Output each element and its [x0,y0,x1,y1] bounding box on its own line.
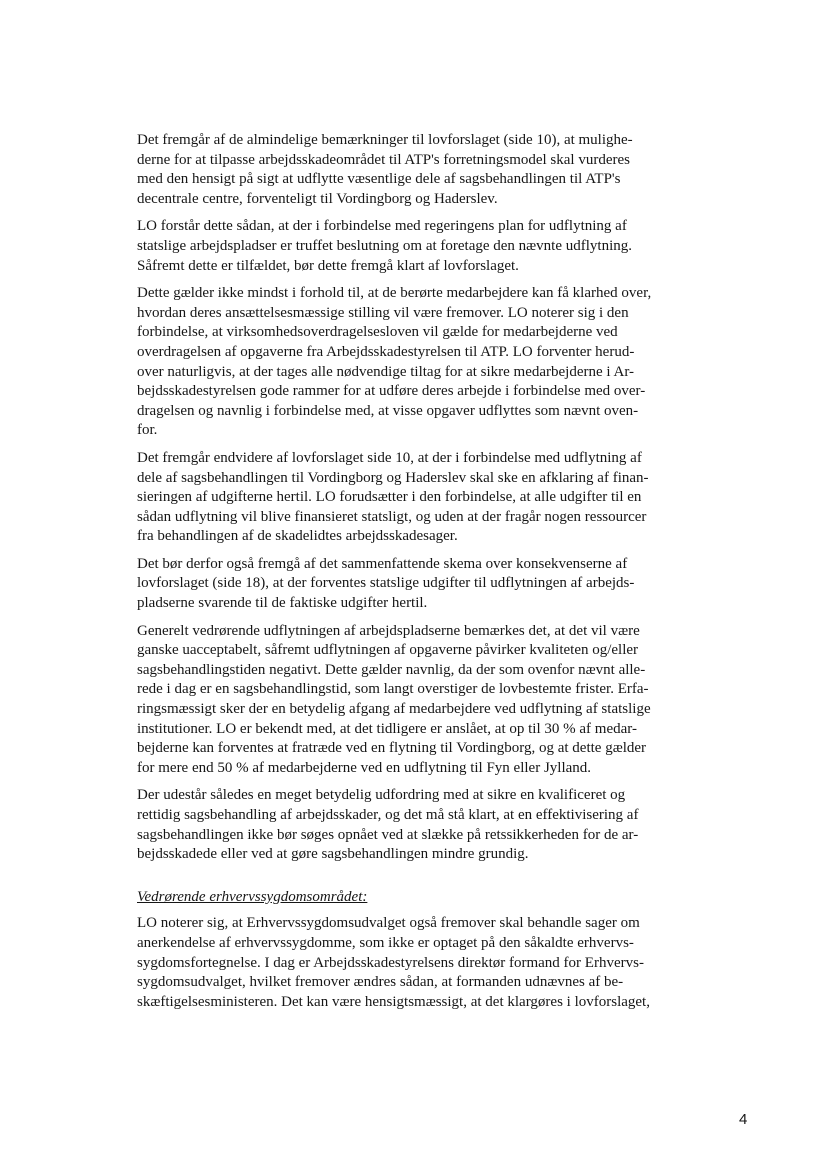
paragraph-lo-understanding [137,217,685,276]
text-line: overdragelsen af opgaverne fra Arbejdsskadestyrelsen til ATP. LO forventer herud- [137,343,635,360]
text-line: forbindelse, at virksomhedsoverdragelsesloven vil gælde for medarbejderne ved [137,324,618,341]
document-body [137,131,685,1012]
text-line: Dette gælder ikke mindst i forhold til, at de berørte medarbejdere kan få klarhed over, [137,285,652,302]
text-line: Generelt vedrørende udflytningen af arbejdspladserne bemærkes det, at det vil være [137,622,640,639]
text-line: institutioner. LO er bekendt med, at det tidligere er anslået, at op til 30 % af medar- [137,720,637,737]
text-line: pladserne svarende til de faktiske udgifter hertil. [137,595,428,612]
paragraph-financing [137,449,685,547]
text-line: ganske uacceptabelt, såfremt udflytningen af opgaverne påvirker kvaliteten og/eller [137,642,639,659]
text-line: skæftigelsesministeren. Det kan være hensigtsmæssigt, at det klargøres i lovforslaget, [137,993,650,1010]
text-line: med den hensigt på sigt at udflytte væsentlige dele af sagsbehandlingen til ATP's [137,171,621,188]
text-line: ringsmæssigt sker der en betydelig afgang af medarbejdere ved udflytning af statslige [137,701,651,718]
text-line: Der udestår således en meget betydelig udfordring med at sikre en kvalificeret og [137,787,626,804]
text-line: anerkendelse af erhvervssygdomme, som ikke er optaget på den såkaldte erhvervs- [137,934,634,951]
paragraph-relocation-intro [137,131,685,209]
text-line: lovforslaget (side 18), at der forventes statslige udgifter til udflytningen af arbejds- [137,575,635,592]
text-line: sieringen af udgifterne hertil. LO forudsætter i den forbindelse, at alle udgifter til en [137,489,642,506]
text-line: rede i dag er en sagsbehandlingstid, som langt overstiger de lovbestemte frister. Erfa- [137,681,649,698]
text-line: dragelsen og navnlig i forbindelse med, at visse opgaver udflyttes som nævnt oven- [137,402,639,419]
text-line: sygdomsfortegnelse. I dag er Arbejdsskadestyrelsens direktør formand for Erhvervs- [137,954,644,971]
text-line: Det fremgår af de almindelige bemærkninger til lovforslaget (side 10), at mulighe- [137,132,633,148]
text-line: sagsbehandlingstiden negativt. Dette gælder navnlig, da der som ovenfor nævnt alle- [137,661,646,678]
section-heading-occupational-disease: Vedrørende erhvervssygdomsområdet: [137,888,368,905]
text-line: decentrale centre, forventeligt til Vordingborg og Haderslev. [137,190,498,207]
text-line: dele af sagsbehandlingen til Vordingborg og Haderslev skal ske en afklaring af finan- [137,469,649,486]
paragraph-consequence-schema [137,555,685,614]
text-line: for mere end 50 % af medarbejderne ved en udflytning til Fyn eller Jylland. [137,759,592,776]
text-line: sygdomsudvalget, hvilket fremover ændres sådan, at formanden udnævnes af be- [137,974,624,991]
text-line: hvordan deres ansættelsesmæssige stilling vil være fremover. LO noterer sig i den [137,304,629,321]
text-line: for. [137,422,158,439]
text-line: bejderne kan forventes at fratræde ved en flytning til Vordingborg, og at dette gælder [137,740,647,757]
text-line: Det bør derfor også fremgå af det sammenfattende skema over konsekvenserne af [137,555,628,572]
paragraph-occupational-disease-committee [137,914,685,1012]
paragraph-quality-concerns [137,622,685,779]
page-number: 4 [739,1111,748,1128]
text-line: bejdsskadestyrelsen gode rammer for at udføre deres arbejde i forbindelse med over- [137,383,646,400]
paragraph-employee-clarity [137,284,685,441]
text-line: LO noterer sig, at Erhvervssygdomsudvalget også fremover skal behandle sager om [137,915,640,932]
text-line: LO forstår dette sådan, at der i forbindelse med regeringens plan for udflytning af [137,218,627,235]
text-line: statslige arbejdspladser er truffet beslutning om at foretage den nævnte udflytning. [137,237,633,254]
paragraph-challenge [137,786,685,864]
text-line: sagsbehandlingen ikke bør søges opnået ved at slække på retssikkerheden for de ar- [137,826,639,843]
text-line: rettidig sagsbehandling af arbejdsskader, og det må stå klart, at en effektivisering af [137,807,639,823]
text-line: fra behandlingen af de skadelidtes arbejdsskadesager. [137,528,458,545]
text-line: derne for at tilpasse arbejdsskadeområdet til ATP's forretningsmodel skal vurderes [137,151,630,168]
text-line: bejdsskadede eller ved at gøre sagsbehandlingen mindre grundig. [137,846,529,863]
text-line: Det fremgår endvidere af lovforslaget side 10, at der i forbindelse med udflytning af [137,449,642,466]
text-line: sådan udflytning vil blive finansieret statsligt, og uden at der fragår nogen ressourcer [137,508,647,525]
text-line: over naturligvis, at der tages alle nødvendige tiltag for at sikre medarbejderne i Ar- [137,363,635,380]
text-line: Såfremt dette er tilfældet, bør dette fremgå klart af lovforslaget. [137,257,519,274]
